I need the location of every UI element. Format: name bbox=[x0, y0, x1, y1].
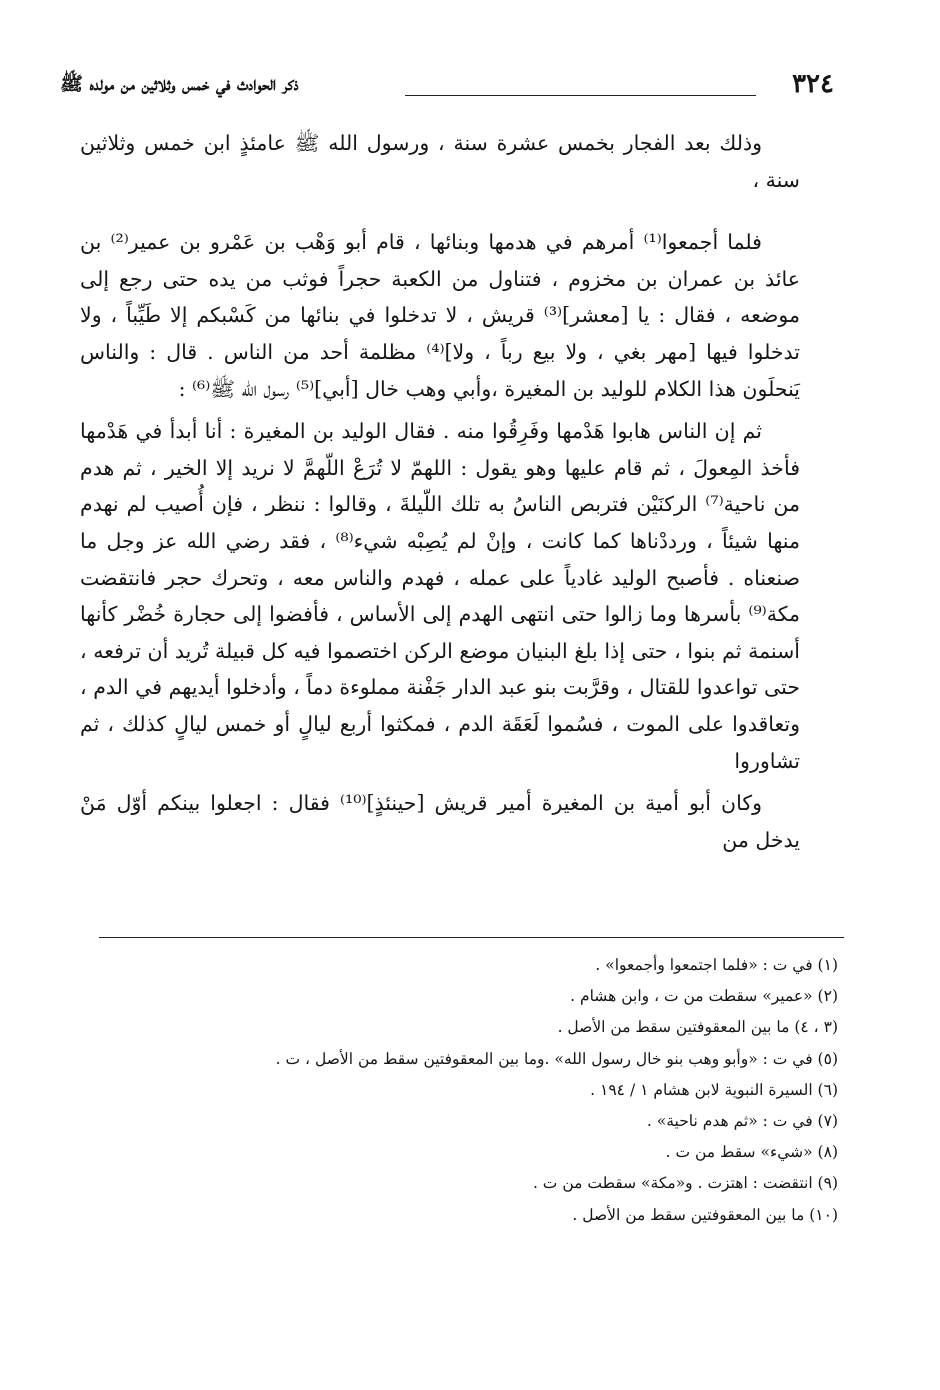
main-text bbox=[80, 125, 800, 858]
footnote-6: (٦) السيرة النبوية لابن هشام ١ / ١٩٤ . bbox=[590, 1080, 838, 1099]
running-title: ذكر الحوادث في خمس وثلاثين من مولده ﷺ bbox=[60, 73, 299, 95]
footnote-3-4: (٣ ، ٤) ما بين المعقوفتين سقط من الأصل . bbox=[557, 1018, 838, 1037]
footnote-5: (٥) في ت : «وأبو وهب بنو خال رسول الله» .وما بين المعقوفتين سقط من الأصل ، ت . bbox=[275, 1049, 838, 1068]
footnote-2: (٢) «عمير» سقطت من ت ، وابن هشام . bbox=[570, 987, 838, 1006]
paragraph-2: فلما أجمعوا⁽¹⁾ أمرهم في هدمها وبنائها ، قام أبو وَهْب بن عَمْرو بن عمير⁽²⁾ بن عائذ بن عمران بن مخزوم ، فتناول من الكعبة حجراً فوثب من يده حتى رجع إلى موضعه ، فقال : يا [معشر]⁽³⁾ قريش ، لا تدخلوا في بنائها من كَسْبكم إلا طَيِّباً ، ولا تدخلوا فيها [مهر بغي ، ولا بيع رباً ، ولا]⁽⁴⁾ مظلمة أحد من الناس . قال : والناس يَنحلَون هذا الكلام للوليد بن المغيرة ،وأبي وهب خال [أبي]⁽⁵⁾ رسول الله ﷺ⁽⁶⁾ : bbox=[80, 230, 800, 401]
footnote-8: (٨) «شيء» سقط من ت . bbox=[665, 1143, 838, 1162]
footnote-9: (٩) انتقضت : اهتزت . و«مكة» سقطت من ت . bbox=[532, 1174, 838, 1193]
footnote-10: (١٠) ما بين المعقوفتين سقط من الأصل . bbox=[572, 1205, 838, 1224]
footnote-7: (٧) في ت : «ثم هدم ناحية» . bbox=[646, 1112, 838, 1131]
page-header bbox=[60, 64, 834, 104]
header-rule bbox=[405, 95, 756, 96]
page-number: ٣٢٤ bbox=[792, 69, 834, 99]
footnote-separator bbox=[99, 937, 844, 938]
footnote-1: (١) في ت : «فلما اجتمعوا وأجمعوا» . bbox=[595, 956, 838, 974]
paragraph-3: ثم إن الناس هابوا هَدْمها وفَرِقُوا منه . فقال الوليد بن المغيرة : أنا أبدأ في هَدْمها فأخذ المِعولَ ، ثم قام عليها وهو يقول : اللهمّ لا تُرَعْ اللّهمَّ لا نريد إلا الخير ، ثم هدم من ناحية⁽⁷⁾ الركنَيْن فتربص الناسُ به تلك اللّيلةَ ، وقالوا : ننظر ، فإن أُصيب لم نهدم منها شيئاً ، ورددْناها كما كانت ، وإنْ لم يُصِبْه شيء⁽⁸⁾ ، فقد رضي الله عز وجل ما صنعناه . فأصبح الوليد غادياً على عمله ، فهدم والناس معه ، وتحرك حجر فانتقضت مكة⁽⁹⁾ بأسرها وما زالوا حتى انتهى الهدم إلى الأساس ، فأفضوا إلى حجارة خُضْر كأنها أسنمة ثم بنوا ، حتى إذا بلغ البنيان موضع الركن اختصموا فيه كل قبيلة تُريد أن ترفعه ، حتى تواعدوا للقتال ، وقرَّبت بنو عبد الدار جَفْنة مملوءة دماً ، وأدخلوا أيديهم في الدم ، وتعاقدوا على الموت ، فسُموا لَعَقَة الدم ، فمكثوا أربع ليالٍ أو خمس ليالٍ كذلك ، ثم تشاوروا bbox=[80, 419, 800, 773]
paragraph-4: وكان أبو أمية بن المغيرة أمير قريش [حينئذٍ]⁽¹⁰⁾ فقال : اجعلوا بينكم أوّل مَنْ يدخل من bbox=[80, 791, 800, 852]
paragraph-1: وذلك بعد الفجار بخمس عشرة سنة ، ورسول الله ﷺ عامئذٍ ابن خمس وثلاثين سنة ، bbox=[80, 131, 800, 192]
footnotes bbox=[138, 950, 838, 1231]
